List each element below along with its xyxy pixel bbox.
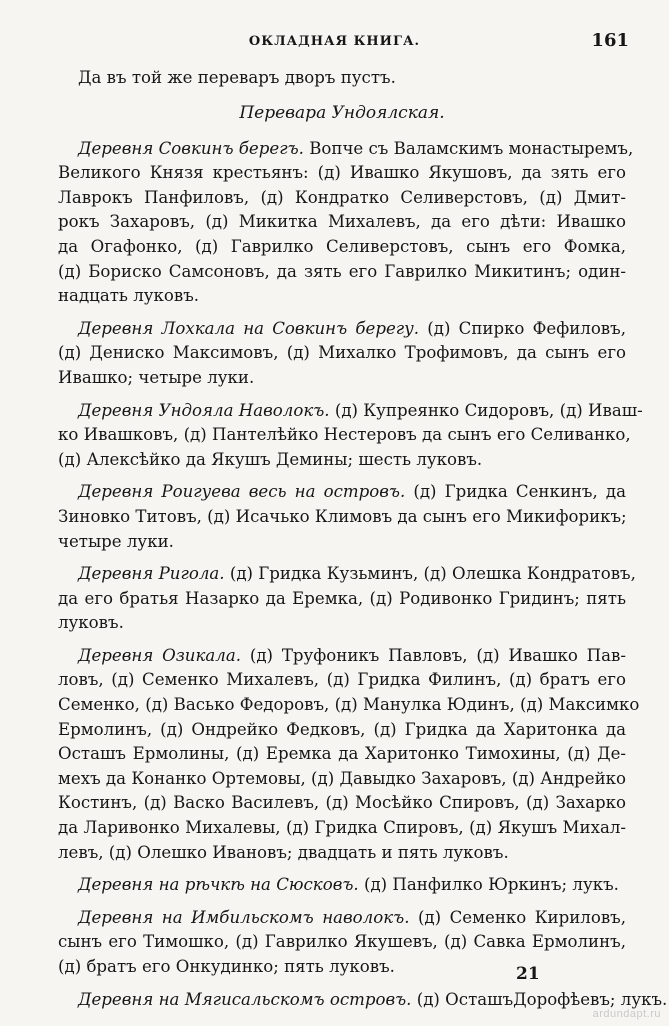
line-text: луковъ. [58, 613, 124, 633]
text-line [58, 693, 640, 718]
text-line [58, 161, 626, 186]
running-title: ОКЛАДНАЯ КНИГА. [248, 34, 421, 49]
text-line [58, 137, 634, 162]
line-text: Осташъ Ермолины, (д) Еремка да Харитонко Тимохины, (д) Де- [58, 744, 626, 764]
line-text: Лаврокъ Панфиловъ, (д) Кондратко Селиверстовъ, (д) Дмит- [58, 187, 626, 207]
text-line [58, 480, 626, 505]
paragraph [58, 137, 634, 309]
text-line [58, 505, 626, 530]
running-head [0, 28, 669, 54]
line-text: мехъ да Конанко Ортемовы, (д) Давыдко Захаровъ, (д) Андрейко [58, 768, 626, 788]
village-name: Деревня Ундояла Наволокъ. [78, 400, 330, 420]
text-line [58, 210, 626, 235]
line-text: (д) Гридка Кузьминъ, (д) Олешка Кондратовъ, [224, 564, 636, 584]
line-text: (д) Алексѣйко да Якушъ Демины; шесть луковъ. [58, 449, 483, 469]
paragraph [58, 317, 626, 391]
line-text: (д) Гридка Сенкинъ, да [405, 482, 626, 502]
paragraph [58, 906, 626, 980]
village-name: Деревня Совкинъ берегъ. [78, 138, 304, 158]
text-line [58, 955, 626, 980]
village-name: Деревня Лохкала на Совкинъ берегу. [78, 318, 420, 338]
paragraph [58, 873, 626, 898]
line-text: да его братья Назарко да Еремка, (д) Родивонко Гридинъ; пять [58, 588, 626, 608]
text-line [58, 791, 626, 816]
line-text: ко Ивашковъ, (д) Пантелѣйко Нестеровъ да сынъ его Селиванко, [58, 425, 631, 445]
text-line [58, 448, 626, 473]
text-line [58, 341, 626, 366]
text-line [58, 841, 626, 866]
line-text: (д) Спирко Фефиловъ, [419, 318, 626, 338]
village-name: Деревня Роигуева весь на островъ. [78, 482, 406, 502]
line-text: Вопче съ Валамскимъ монастыремъ, [303, 138, 634, 158]
line-text: (д) Семенко Кириловъ, [409, 907, 626, 927]
line-text: (д) Купреянко Сидоровъ, (д) Иваш- [329, 400, 643, 420]
text-line [58, 587, 626, 612]
line-text: Костинъ, (д) Васко Василевъ, (д) Мосѣйко Спировъ, (д) Захарко [58, 793, 626, 813]
text-line [58, 668, 626, 693]
village-name: Деревня Озикала. [78, 645, 242, 665]
line-text: Ермолинъ, (д) Ондрейко Федковъ, (д) Гридка да Харитонка да [58, 719, 626, 739]
text-line [58, 366, 626, 391]
intro-line: Да въ той же переваръ дворъ пустъ. [78, 68, 396, 87]
text-line [58, 284, 626, 309]
text-line [58, 930, 626, 955]
line-text: (д) братъ его Онкудинко; пять луковъ. [58, 957, 395, 976]
village-name: Деревня на рѣчкѣ на Сюсковъ. [78, 875, 359, 895]
village-name: Деревня на Мягисальскомъ островъ. [78, 989, 412, 1009]
text-line [58, 235, 626, 260]
text-line [58, 742, 626, 767]
text-line [58, 988, 668, 1013]
text-line [58, 423, 631, 448]
line-text: Великого Князя крестьянъ: (д) Ивашко Якушовъ, да зять его [58, 163, 626, 183]
paragraph-list [58, 137, 668, 1013]
line-text: сынъ его Тимошко, (д) Гаврилко Якушевъ, (д) Савка Ермолинъ, [58, 932, 626, 952]
line-text: да Огафонко, (д) Гаврилко Селиверстовъ, сынъ его Фомка, [58, 236, 626, 256]
line-text: да Ларивонко Михалевы, (д) Гридка Спировъ, (д) Якушъ Михал- [58, 818, 626, 838]
section-heading: Перевара Ундоялская. [239, 102, 445, 123]
line-text: четыре луки. [58, 531, 174, 551]
text-line [58, 186, 626, 211]
line-text: Зиновко Титовъ, (д) Исачько Климовъ да сынъ его Микифорикъ; [58, 506, 627, 526]
watermark: ardundapt.ru [592, 1008, 661, 1020]
page-number: 161 [591, 30, 629, 51]
line-text: (д) ОсташъДорофѣевъ; лукъ. [411, 989, 668, 1009]
text-line [58, 260, 626, 285]
line-text: левъ, (д) Олешко Ивановъ; двадцать и пять луковъ. [58, 842, 509, 862]
text-line [58, 562, 636, 587]
paragraph [58, 644, 640, 865]
text-line [58, 718, 626, 743]
paragraph [58, 399, 643, 473]
text-line [58, 906, 626, 931]
line-text: ловъ, (д) Семенко Михалевъ, (д) Гридка Филинъ, (д) братъ его [58, 670, 626, 690]
line-text: Ивашко; четыре луки. [58, 367, 255, 387]
line-text: (д) Панфилко Юркинъ; лукъ. [358, 875, 619, 895]
text-line [58, 611, 626, 636]
village-name: Деревня Ригола. [78, 564, 225, 584]
paragraph [58, 480, 626, 554]
line-text: рокъ Захаровъ, (д) Микитка Михалевъ, да его дѣти: Ивашко [58, 212, 626, 232]
text-line [58, 644, 626, 669]
text-line [58, 317, 626, 342]
signature-mark: 21 [516, 964, 540, 984]
text-line [58, 816, 626, 841]
line-text: надцать луковъ. [58, 286, 200, 306]
text-line [58, 399, 643, 424]
village-name: Деревня на Имбильскомъ наволокъ. [78, 907, 410, 927]
text-line [58, 873, 626, 898]
text-line [58, 530, 626, 555]
line-text: (д) Дениско Максимовъ, (д) Михалко Трофимовъ, да сынъ его [58, 343, 626, 363]
line-text: Семенко, (д) Васько Федоровъ, (д) Манулка Юдинъ, (д) Максимко [58, 695, 640, 715]
line-text: (д) Бориско Самсоновъ, да зять его Гаврилко Микитинъ; один- [58, 261, 626, 281]
text-line [58, 767, 626, 792]
line-text: (д) Труфоникъ Павловъ, (д) Ивашко Пав- [241, 645, 626, 665]
paragraph [58, 562, 636, 636]
paragraph [58, 988, 668, 1013]
